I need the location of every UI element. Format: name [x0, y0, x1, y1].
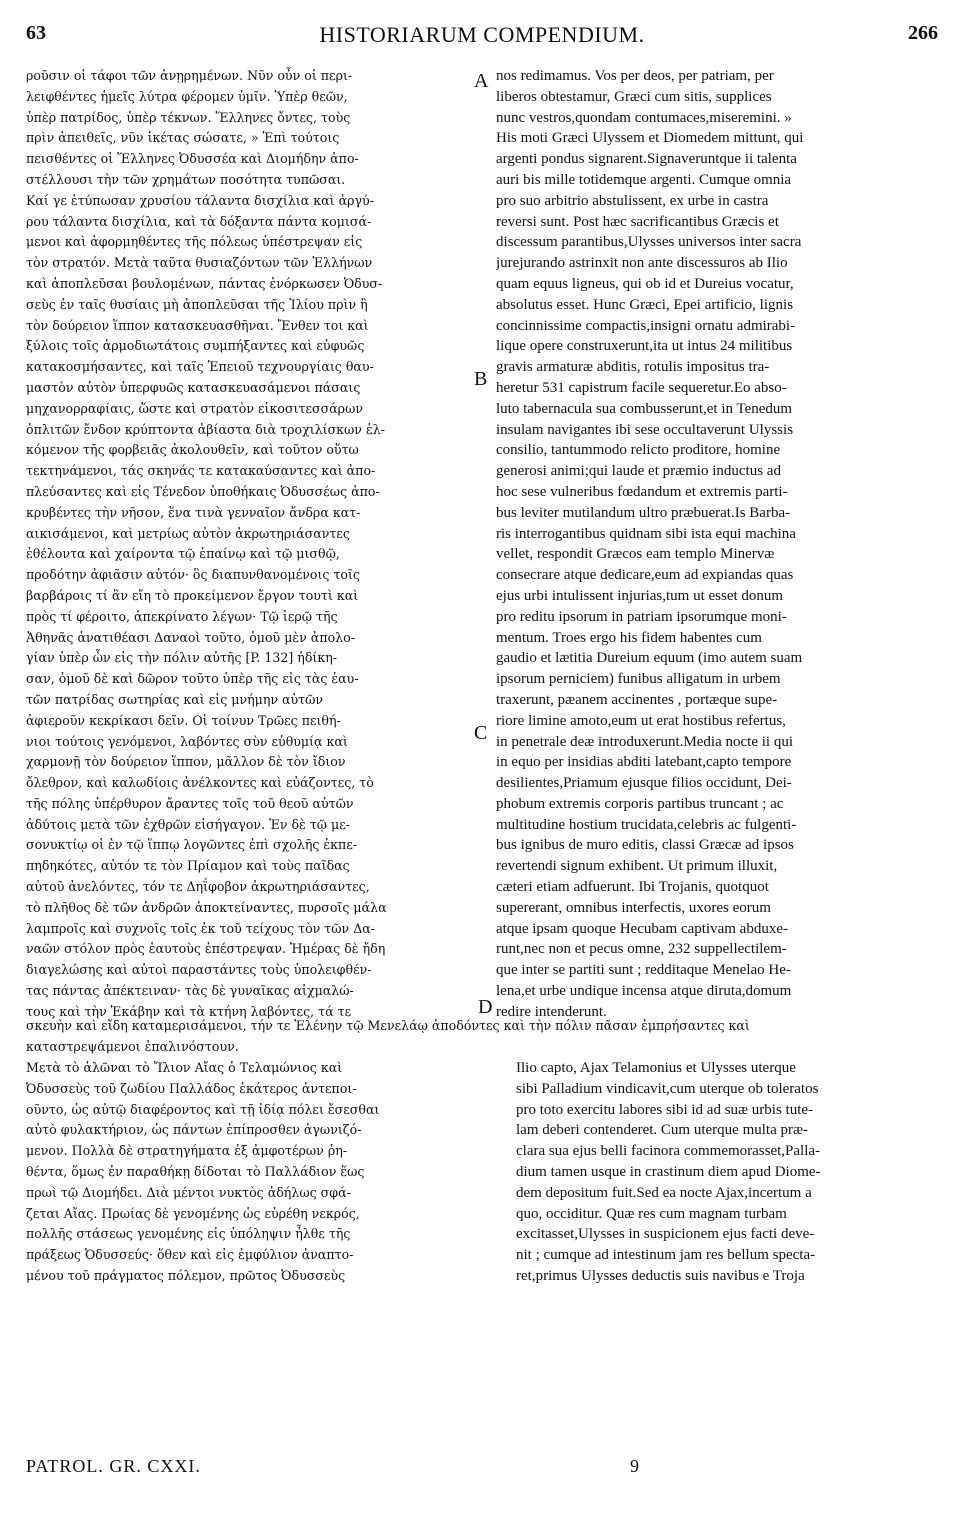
latin-text-line: nit ; cumque ad intestinum jam res bellum specta-: [516, 1247, 816, 1264]
greek-text-line: Καί γε ἐτύπωσαν χρυσίου τάλαντα δισχίλια καὶ ἀργύ-: [26, 192, 374, 208]
greek-text-line: αὐτοῦ ἀνελόντες, τόν τε Δηΐφοβον ἀκρωτηριάσαντες,: [26, 879, 370, 895]
latin-text-line: runt,nec non et pecus omne, 232 suppellectilem-: [496, 941, 787, 958]
footer-sheet-number: 9: [630, 1456, 639, 1476]
greek-text-line: ἀφιεροῦν κεκρίκασι δεῖν. Οἱ τοίνυν Τρῶες πειθή-: [26, 712, 341, 728]
greek-text-line: πλεύσαντες καὶ εἰς Τένεδον ὑποθήκαις Ὀδυσσέως ἀπο-: [26, 483, 380, 499]
latin-text-line: consilio, tantummodo relicto proditore, homine: [496, 442, 781, 459]
running-header: [26, 22, 938, 50]
greek-text-line: ἀδύτοις μετὰ τῶν ἐχθρῶν εἰσήγαγον. Ἐν δὲ τῷ με-: [26, 816, 351, 832]
latin-text-line: argenti pondus signarent.Signaveruntque ii talenta: [496, 151, 797, 168]
latin-text-line: dem depositum fuit.Sed ea nocte Ajax,incertum a: [516, 1184, 812, 1201]
latin-text-line: heretur 531 capistrum facile sequeretur.Eo abso-: [496, 379, 787, 396]
section-marker-b: B: [474, 368, 488, 390]
greek-text-line: σεὺς ἐν ταῖς θυσίαις μὴ ἀποπλεῦσαι τῆς Ἰλίου πρὶν ἢ: [26, 296, 368, 312]
greek-text-line: ὁπλιτῶν ἔνδον κρύπτοντα ἀβίαστα διὰ τροχιλίσκων ἑλ-: [26, 421, 385, 437]
latin-text-line: absolutus esset. Hunc Græci, Epei artificio, lignis: [496, 296, 794, 313]
latin-text-line: jurejurando astrinxit non ante discessuros ab Ilio: [496, 255, 788, 272]
latin-text-line: mentum. Troes ergo his fidem habentes cum: [496, 629, 762, 646]
latin-text-column: [496, 66, 938, 1023]
greek-text-line: πηδηκότες, αὐτόν τε τὸν Πρίαμον καὶ τοὺς παῖδας: [26, 858, 350, 874]
greek-text-line: Μετὰ τὸ ἁλῶναι τὸ Ἴλιον Αἴας ὁ Τελαμώνιος καὶ: [26, 1060, 343, 1075]
greek-text-line: αὐτὸ φυλακτήριον, ὡς πάντων ἐπίπροσθεν ἀγωνιζό-: [26, 1122, 362, 1138]
latin-text-line: que inter se partiti sunt ; redditaque Menelao He-: [496, 962, 791, 979]
latin-text-line: quam equus ligneus, qui ob id et Dureius vocatur,: [496, 275, 794, 292]
greek-text-line: πρὶν ἀπειθεῖς, νῦν ἱκέτας σώσατε, » Ἐπὶ τούτοις: [26, 130, 340, 146]
latin-text-line: atque ipsam quoque Hecubam captivam abduxe-: [496, 920, 788, 937]
page-number-left: 63: [26, 22, 46, 44]
latin-text-line: lam deberi contenderet. Cum uterque multa præ-: [516, 1122, 808, 1139]
greek-text-line: μενοι καὶ ἀφορμηθέντες τῆς πόλεως ὑπέστρεψαν εἰς: [26, 234, 363, 250]
greek-text-line: στέλλουσι τὴν τῶν χρημάτων ποσότητα τυπῶσαι.: [26, 171, 346, 187]
latin-text-line: bus leviter mutilandum ultro præbuerat.Is Barba-: [496, 504, 791, 521]
latin-text-line: auri bis mille totidemque argenti. Cumque omnia: [496, 171, 792, 188]
latin-text-line: multitudine hostium trucidata,celebris ac fulgenti-: [496, 816, 797, 833]
greek-text-line: τας πάντας ἀπέκτειναν· τὰς δὲ γυναῖκας αἰχμαλώ-: [26, 983, 354, 999]
page-footer: [26, 1456, 938, 1480]
greek-text-line: μενον. Πολλὰ δὲ στρατηγήματα ἐξ ἀμφοτέρων ῥη-: [26, 1143, 348, 1159]
greek-text-line: καὶ ἀποπλεῦσαι βουλομένων, πάντας ἐνόρκωσεν Ὀδυσ-: [26, 275, 383, 291]
greek-text-line: τεκτηνάμενοι, τάς σκηνάς τε κατακαύσαντες καὶ ἀπο-: [26, 463, 376, 479]
latin-text-line: generosi animi;qui laude et præmio inductus ad: [496, 463, 781, 480]
greek-text-line: ροῦσιν οἱ τάφοι τῶν ἀνῃρημένων. Νῦν οὖν οἱ περι-: [26, 68, 353, 83]
latin-text-line: cæteri etiam adfuerunt. Ibi Trojanis, quotquot: [496, 879, 769, 896]
greek-text-line: κατακοσμήσαντες, καὶ ταῖς Ἐπειοῦ τεχνουργίαις θαυ-: [26, 359, 374, 375]
latin-text-line: pro reditu ipsorum in patriam ipsorumque moni-: [496, 608, 787, 625]
latin-text-line: reversi sunt. Post hæc sacrificantibus Græcis et: [496, 213, 779, 230]
latin-text-line: hoc sese vulneribus fœdandum et extremis parti-: [496, 483, 788, 500]
greek-text-column-2: [26, 1058, 466, 1287]
greek-text-line: αικισάμενοι, καὶ μετρίως αὐτὸν ἀκρωτηριάσαντες: [26, 525, 350, 541]
greek-text-line: τὸν δούρειον ἵππον κατασκευασθῆναι. Ἔνθεν τοι καὶ: [26, 317, 369, 333]
greek-text-line: βαρβάροις τί ἂν εἴη τὸ προκείμενον ἔργον τουτὶ καὶ: [26, 587, 359, 603]
greek-text-line: κόμενον τῆς φορβειᾶς ἀκολουθεῖν, καὶ τοῦτον οὕτω: [26, 442, 359, 458]
latin-text-line: phobum extremis corporis partibus truncant ; ac: [496, 795, 784, 812]
greek-text-line: θέντα, ὅμως ἐν παραθήκῃ δίδοται τὸ Παλλάδιον ἕως: [26, 1163, 365, 1179]
latin-text-line: clara sua ejus belli facinora commemorasset,Palla-: [516, 1143, 821, 1160]
latin-text-line: Ilio capto, Ajax Telamonius et Ulysses uterque: [516, 1060, 796, 1076]
greek-text-line: τους καὶ τὴν Ἑκάβην καὶ τὰ κτήνη λαβόντες, τά τε: [26, 1003, 352, 1019]
greek-full-width-text: [26, 1016, 938, 1058]
greek-text-line: τὸν στρατόν. Μετὰ ταῦτα θυσιαζόντων τῶν Ἑλλήνων: [26, 255, 373, 271]
greek-text-line: τῶν πατρίδας σωτηρίας καὶ εἰς μνήμην αὐτῶν: [26, 691, 324, 707]
latin-text-line: traxerunt, pæanem accinentes , portæque supe-: [496, 691, 778, 708]
greek-text-line: μένου τοῦ πράγματος πόλεμον, πρῶτος Ὀδυσσεὺς: [26, 1267, 346, 1283]
section-marker-d: D: [478, 996, 493, 1018]
latin-text-line: ipsorum perniciem) funibus alligatum in urbem: [496, 671, 781, 688]
footer-signature: PATROL. GR. CXXI.: [26, 1456, 201, 1476]
greek-text-line: προδότην ἀφιᾶσιν αὐτόν· ὃς διαπυνθανομένοις τοῖς: [26, 567, 360, 583]
greek-text-line: ὄλεθρον, καὶ καλωδίοις ἀνέλκοντες καὶ εὐάζοντες, τὸ: [26, 775, 374, 791]
greek-text-line: σονυκτίῳ οἱ ἐν τῷ ἵππῳ λογῶντες ἐπὶ σχολῆς ἐκπε-: [26, 837, 358, 853]
greek-text-line: διαγελώσης καὶ αὐτοὶ παραστάντες τοὺς ὑπολειφθέν-: [26, 962, 372, 978]
greek-text-line: νιοι τούτοις γενόμενοι, λαβόντες σὺν εὐθυμίᾳ καὶ: [26, 733, 348, 749]
greek-text-line: ναῶν στόλον πρὸς ἑαυτοὺς ἐπέστρεψαν. Ἡμέρας δὲ ἤδη: [26, 941, 386, 957]
latin-text-line: concinnissime compactis,insigni ornatu admirabi-: [496, 317, 796, 334]
latin-text-line: desilientes,Priamum ejusque filios occidunt, Dei-: [496, 775, 792, 792]
greek-text-line: ξύλοις τοῖς ἁρμοδιωτάτοις συμπήξαντες καὶ εὐφυῶς: [26, 338, 365, 354]
full-width-text-line: σκευὴν καὶ εἴδη καταμερισάμενοι, τήν τε Ἑλένην τῷ Μενελάῳ ἀποδόντες καὶ τὴν πόλιν πᾶσαν ἐμπρήσαντες καὶ: [26, 1018, 750, 1033]
greek-text-line: πολλῆς στάσεως γενομένης εἰς ὑπόληψιν ἦλθε τῆς: [26, 1226, 351, 1242]
greek-text-line: ρου τάλαντα δισχίλια, καὶ τὰ δόξαντα πάντα κομισά-: [26, 213, 372, 229]
latin-text-line: redire intenderunt.: [496, 1003, 607, 1020]
section-marker-a: A: [474, 70, 489, 92]
greek-text-line: Ὀδυσσεὺς τοῦ ζωδίου Παλλάδος ἑκάτερος ἀντεποι-: [26, 1080, 357, 1096]
latin-text-line: excitasset,Ulysses in suspicionem ejus facti deve-: [516, 1226, 815, 1243]
latin-text-line: supererant, omnibus interfectis, uxores eorum: [496, 899, 771, 916]
greek-text-line: οῦντο, ὡς αὐτῷ διαφέροντος καὶ τῇ ἰδίᾳ πόλει ἔσεσθαι: [26, 1101, 380, 1117]
greek-text-line: Ἀθηνᾶς ἀνατιθέασι Δαναοὶ τοῦτο, ὁμοῦ μὲν ἀπολο-: [26, 629, 355, 645]
latin-text-line: pro toto exercitu labores sibi id ad suæ urbis tute-: [516, 1101, 814, 1118]
greek-text-line: τῆς πόλης ὑπέρθυρον ἄραντες τοῖς τοῦ θεοῦ αὐτῶν: [26, 795, 354, 811]
greek-text-line: πρωὶ τῷ Διομήδει. Διὰ μέντοι νυκτὸς ἀδήλως σφά-: [26, 1184, 351, 1200]
greek-text-line: μηχανορραφίαις, ὥστε καὶ στρατὸν εἰκοσιτεσσάρων: [26, 400, 363, 416]
latin-text-line: pro suo arbitrio abstulissent, ex urbe in castra: [496, 192, 769, 209]
greek-text-line: ὑπὲρ πατρίδος, ὑπὲρ τέκνων. Ἕλληνες ὄντες, τοὺς: [26, 109, 351, 125]
running-title: HISTORIARUM COMPENDIUM.: [319, 22, 645, 47]
latin-text-line: revertendi signum exhibent. Ut primum illuxit,: [496, 858, 778, 875]
latin-text-line: insulam navigantes ibi sese occultaverunt Ulyssis: [496, 421, 794, 438]
latin-text-line: in penetrale deæ introduxerunt.Media nocte ii qui: [496, 733, 793, 750]
greek-text-line: ζεται Αἴας. Πρωίας δὲ γενομένης ὡς εὑρέθη νεκρός,: [26, 1205, 360, 1221]
latin-text-line: ret,primus Ulysses deductis suis navibus e Troja: [516, 1267, 805, 1284]
latin-text-line: His moti Græci Ulyssem et Diomedem mittunt, qui: [496, 130, 804, 147]
latin-text-line: quo, occiditur. Quæ res cum magnam turbam: [516, 1205, 787, 1222]
latin-text-line: in equo per insidias abditi latebant,capto tempore: [496, 754, 792, 771]
greek-text-line: πεισθέντες οἱ Ἕλληνες Ὀδυσσέα καὶ Διομήδην ἀπο-: [26, 151, 359, 167]
greek-text-line: ἐθέλοντα καὶ χαίροντα τῷ ἐπαίνῳ καὶ τῷ μισθῷ,: [26, 546, 340, 562]
greek-text-line: κρυβέντες τὴν νῆσον, ἕνα τινὰ γενναῖον ἄνδρα κατ-: [26, 504, 361, 520]
latin-text-line: nunc vestros,quondam contumaces,miseremini. »: [496, 109, 792, 126]
greek-text-line: σαν, ὁμοῦ δὲ καὶ δῶρον τοῦτο ὑπὲρ τῆς εἰς τὰς ἑαυ-: [26, 671, 359, 687]
latin-text-line: discessum parantibus,Ulysses universos inter sacra: [496, 234, 802, 251]
latin-text-line: sibi Palladium vindicavit,cum uterque ob toleratos: [516, 1080, 819, 1097]
greek-text-line: πρὸς τί φέροιτο, ἀπεκρίνατο λέγων· Τῷ ἱερῷ τῆς: [26, 608, 338, 624]
greek-text-line: μαστὸν αὐτὸν ὑπερφυῶς κατασκευασάμενοι πάσαις: [26, 379, 361, 395]
page-number-right: 266: [908, 22, 938, 44]
latin-text-line: ejus urbi intulissent injurias,tum ut esset donum: [496, 587, 784, 604]
latin-text-line: gravis armaturæ abditis, rotulis impositus tra-: [496, 359, 770, 376]
latin-text-line: luto tabernacula sua combusserunt,et in Tenedum: [496, 400, 793, 417]
latin-text-line: gaudio et lætitia Dureium equum (imo autem suam: [496, 650, 803, 667]
latin-text-line: vellet, respondit Græcos eam templo Minervæ: [496, 546, 775, 563]
latin-text-line: consecrare atque dedicare,eum ad expiandas quas: [496, 567, 794, 584]
greek-text-line: λαμπροῖς καὶ συχνοῖς τοῖς ἐκ τοῦ τείχους τὸν τῶν Δα-: [26, 920, 376, 936]
latin-text-line: liberos obtestamur, Græci cum sitis, supplices: [496, 88, 772, 105]
latin-text-line: bus ignibus de muro editis, classi Græcæ ad ipsos: [496, 837, 794, 854]
greek-text-line: λειφθέντες ἡμεῖς λύτρα φέρομεν ὑμῖν. Ὑπὲρ θεῶν,: [26, 88, 348, 104]
latin-text-column-2: [516, 1058, 938, 1287]
latin-text-line: lique opere construxerunt,ita ut intus 24 militibus: [496, 338, 793, 355]
full-width-text-line: καταστρεψάμενοι ἐπαλινόστουν.: [26, 1038, 239, 1054]
latin-text-line: dium tamen usque in crastinum diem apud Diome-: [516, 1163, 821, 1180]
greek-text-line: γίαν ὑπὲρ ὧν εἰς τὴν πόλιν αὐτῆς [P. 132] ἠδίκη-: [26, 650, 338, 666]
greek-text-line: χαρμονῇ τὸν δούρειον ἵππον, μᾶλλον δὲ τὸν ἴδιον: [26, 754, 346, 770]
latin-text-line: nos redimamus. Vos per deos, per patriam, per: [496, 68, 774, 84]
section-marker-c: C: [474, 722, 488, 744]
greek-text-line: τὸ πλῆθος δὲ τῶν ἀνδρῶν ἀποκτείναντες, πυρσοῖς μάλα: [26, 899, 387, 915]
latin-text-line: ris interrogantibus quidnam sibi ista equi machina: [496, 525, 796, 542]
latin-text-line: lena,et urbe undique incensa atque diruta,domum: [496, 983, 792, 1000]
latin-text-line: riore limine amoto,eum ut erat hostibus refertus,: [496, 712, 786, 729]
greek-text-line: πράξεως Ὀδυσσεύς· ὅθεν καὶ εἰς ἐμφύλιον ἀναπτο-: [26, 1247, 354, 1263]
greek-text-column: [26, 66, 466, 1023]
